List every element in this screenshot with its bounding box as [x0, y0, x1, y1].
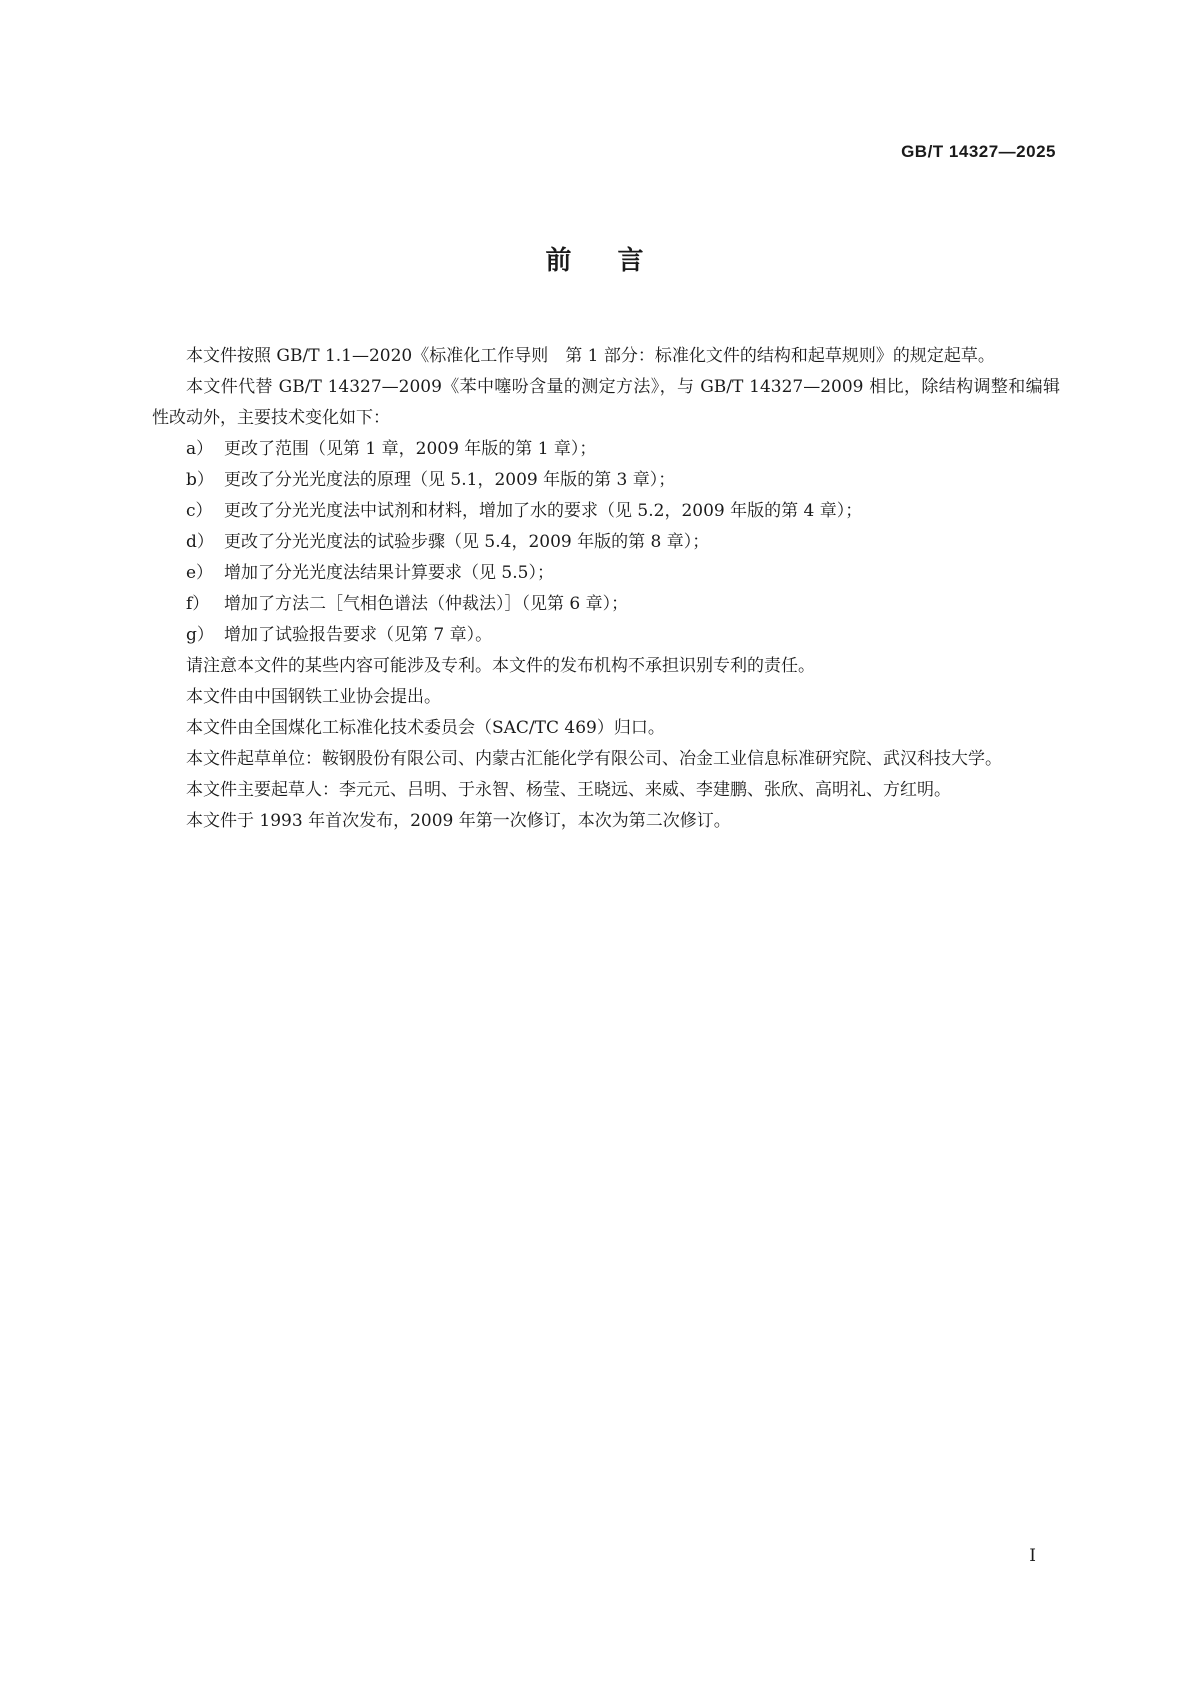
page-number: Ⅰ: [1029, 1546, 1036, 1566]
change-item-marker: g）: [186, 625, 214, 645]
change-item-text: 增加了试验报告要求（见第 7 章）。: [224, 625, 493, 645]
paragraph-committee: 本文件由全国煤化工标准化技术委员会（SAC/TC 469）归口。: [186, 718, 665, 738]
paragraph-proposer: 本文件由中国钢铁工业协会提出。: [186, 687, 441, 707]
change-item: [152, 465, 1060, 496]
change-item-marker: c）: [186, 501, 213, 521]
standard-code: GB/T 14327—2025: [901, 142, 1056, 161]
paragraph-replacement: 本文件代替 GB/T 14327—2009《苯中噻吩含量的测定方法》，与 GB/T 14327—2009 相比，除结构调整和编辑性改动外，主要技术变化如下：: [152, 377, 1060, 428]
change-item: [152, 589, 1060, 620]
change-item-text: 增加了方法二［气相色谱法（仲裁法）］（见第 6 章）；: [224, 594, 629, 614]
change-item: [152, 558, 1060, 589]
title-char-1: 前: [545, 246, 574, 276]
change-item: [152, 620, 1060, 651]
change-item: [152, 434, 1060, 465]
change-item-marker: d）: [186, 532, 214, 552]
change-item: [152, 496, 1060, 527]
change-item-text: 更改了范围（见第 1 章，2009 年版的第 1 章）；: [224, 439, 597, 459]
page-title: [0, 244, 1191, 278]
paragraph-drafting-rules: 本文件按照 GB/T 1.1—2020《标准化工作导则 第 1 部分：标准化文件的结构和起草规则》的规定起草。: [186, 346, 995, 366]
paragraph-history: 本文件于 1993 年首次发布，2009 年第一次修订，本次为第二次修订。: [186, 811, 731, 831]
change-item-text: 更改了分光光度法中试剂和材料，增加了水的要求（见 5.2，2009 年版的第 4 章）；: [224, 501, 863, 521]
change-item-marker: b）: [186, 470, 214, 490]
paragraph-drafters: 本文件主要起草人：李元元、吕明、于永智、杨莹、王晓远、来威、李建鹏、张欣、高明礼、方红明。: [186, 780, 951, 800]
change-item-marker: e）: [186, 563, 214, 583]
change-item-text: 更改了分光光度法的原理（见 5.1，2009 年版的第 3 章）；: [224, 470, 676, 490]
change-item-marker: a）: [186, 439, 214, 459]
preface-body: [152, 341, 1060, 837]
paragraph-patent-notice: 请注意本文件的某些内容可能涉及专利。本文件的发布机构不承担识别专利的责任。: [186, 656, 815, 676]
change-item-text: 增加了分光光度法结果计算要求（见 5.5）；: [224, 563, 554, 583]
change-item-text: 更改了分光光度法的试验步骤（见 5.4，2009 年版的第 8 章）；: [224, 532, 710, 552]
change-item-marker: f）: [186, 594, 210, 614]
title-char-2: 言: [617, 246, 646, 276]
change-item: [152, 527, 1060, 558]
paragraph-drafting-units: 本文件起草单位：鞍钢股份有限公司、内蒙古汇能化学有限公司、冶金工业信息标准研究院、武汉科技大学。: [186, 749, 1002, 769]
